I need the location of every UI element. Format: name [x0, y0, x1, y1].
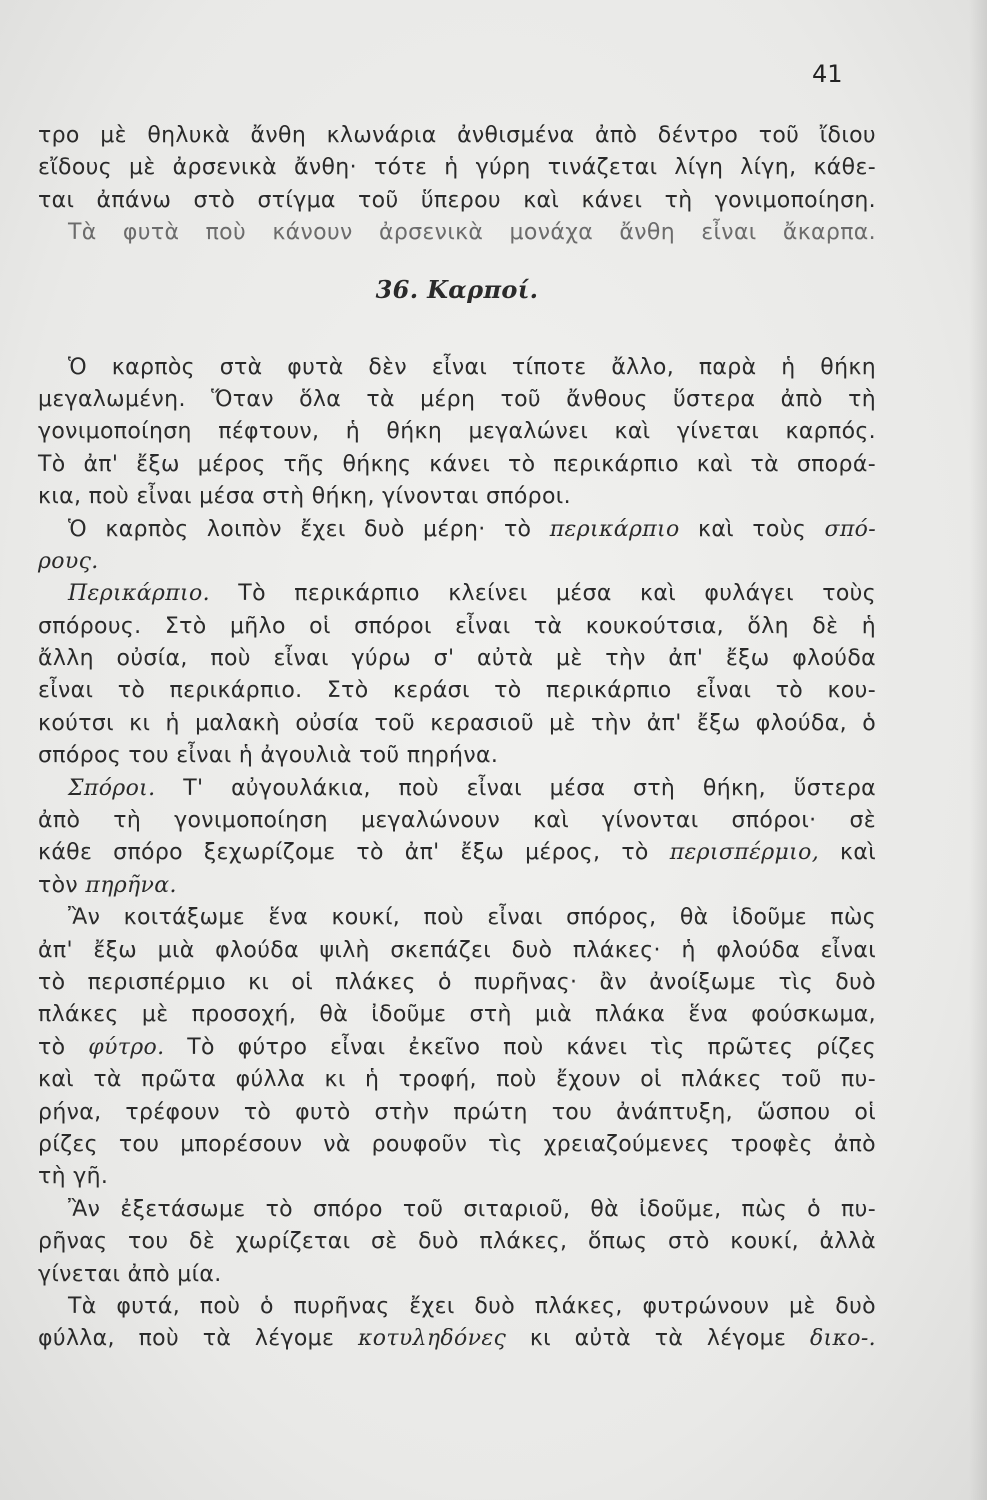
- text-span: καὶ: [840, 840, 877, 866]
- text-span: τὸ: [38, 1034, 66, 1060]
- italic-term: περικάρπιο: [549, 516, 680, 542]
- text-line: Ἂν ἐξετάσωμε τὸ σπόρο τοῦ σιταριοῦ, θὰ ἰδοῦμε, πὼς ὁ πυ-: [68, 1196, 876, 1222]
- text-line: [38, 578, 876, 610]
- italic-lead: Περικάρπιο.: [68, 581, 210, 607]
- text-span: καὶ τοὺς: [698, 516, 807, 542]
- page-edge-shadow: [969, 0, 987, 1500]
- text-line: τρο μὲ θηλυκὰ ἄνθη κλωνάρια ἀνθισμένα ἀπὸ δέντρο τοῦ ἴδιου: [38, 123, 876, 148]
- text-span: φύλλα, ποὺ τὰ λέγομε: [38, 1326, 335, 1352]
- text-line: [38, 514, 876, 546]
- italic-term: περισπέρμιο,: [669, 840, 820, 866]
- text-line: κια, ποὺ εἶναι μέσα στὴ θήκη, γίνονται σπόροι.: [38, 484, 571, 510]
- text-line: [38, 773, 876, 805]
- italic-term: δικο-.: [809, 1326, 877, 1352]
- text-line: σπόρος του εἶναι ἡ ἀγουλιὰ τοῦ πηρήνα.: [38, 743, 499, 769]
- text-line: Τὸ ἀπ' ἔξω μέρος τῆς θήκης κάνει τὸ περικάρπιο καὶ τὰ σπορά-: [38, 451, 876, 477]
- text-line: κούτσι κι ἡ μαλακὴ οὐσία τοῦ κερασιοῦ μὲ τὴν ἀπ' ἔξω φλούδα, ὁ: [38, 710, 876, 736]
- text-line: ρῆνας του δὲ χωρίζεται σὲ δυὸ πλάκες, ὅπως στὸ κουκί, ἀλλὰ: [38, 1229, 876, 1255]
- text-line: καὶ τὰ πρῶτα φύλλα κι ἡ τροφή, ποὺ ἔχουν οἱ πλάκες τοῦ πυ-: [38, 1067, 876, 1093]
- italic-term: ρους.: [38, 548, 99, 574]
- text-line: σπόρους. Στὸ μῆλο οἱ σπόροι εἶναι τὰ κουκούτσια, ὅλη δὲ ἡ: [38, 613, 876, 639]
- text-line: Ὁ καρπὸς στὰ φυτὰ δὲν εἶναι τίποτε ἄλλο, παρὰ ἡ θήκη: [68, 354, 876, 380]
- text-line: Ἂν κοιτάξωμε ἕνα κουκί, ποὺ εἶναι σπόρος, θὰ ἰδοῦμε πὼς: [68, 905, 876, 931]
- section-heading: 36. Καρποί.: [375, 274, 539, 304]
- text-line: ἄλλη οὐσία, ποὺ εἶναι γύρω σ' αὐτὰ μὲ τὴν ἀπ' ἔξω φλούδα: [38, 646, 876, 672]
- text-span: κάθε σπόρο ξεχωρίζομε τὸ ἀπ' ἔξω μέρος, τὸ: [38, 840, 649, 866]
- text-line: ται ἀπάνω στὸ στίγμα τοῦ ὕπερου καὶ κάνει τὴ γονιμοποίηση.: [38, 187, 876, 213]
- italic-lead: Σπόροι.: [68, 775, 156, 801]
- text-line: τὸ περισπέρμιο κι οἱ πλάκες ὁ πυρῆνας· ἂν ἀνοίξωμε τὶς δυὸ: [38, 969, 876, 995]
- text-span: Τὸ φύτρο εἶναι ἐκεῖνο ποὺ κάνει τὶς πρῶτες ρίζες: [187, 1034, 877, 1060]
- text-line: [38, 1032, 876, 1064]
- text-span: κι αὐτὰ τὰ λέγομε: [529, 1326, 787, 1352]
- text-span: τὸν: [38, 872, 79, 898]
- page-text: [38, 120, 876, 1356]
- text-line: Τὰ φυτά, ποὺ ὁ πυρῆνας ἔχει δυὸ πλάκες, φυτρώνουν μὲ δυὸ: [68, 1293, 876, 1319]
- text-line: ρήνα, τρέφουν τὸ φυτὸ στὴν πρώτη του ἀνάπτυξη, ὥσπου οἱ: [38, 1099, 876, 1125]
- text-line: [38, 1323, 876, 1355]
- text-line: ἀπ' ἔξω μιὰ φλούδα ψιλὴ σκεπάζει δυὸ πλάκες· ἡ φλούδα εἶναι: [38, 937, 876, 963]
- text-line: γίνεται ἀπὸ μία.: [38, 1261, 222, 1287]
- text-line: εἴδους μὲ ἀρσενικὰ ἄνθη· τότε ἡ γύρη τινάζεται λίγη λίγη, κάθε-: [38, 155, 876, 181]
- text-line: εἶναι τὸ περικάρπιο. Στὸ κεράσι τὸ περικάρπιο εἶναι τὸ κου-: [38, 678, 876, 704]
- italic-term: πηρῆνα.: [85, 872, 177, 898]
- text-line: ρίζες του μπορέσουν νὰ ρουφοῦν τὶς χρειαζούμενες τροφὲς ἀπὸ: [38, 1131, 876, 1157]
- italic-term: σπό-: [824, 516, 877, 542]
- text-line: Τὰ φυτὰ ποὺ κάνουν ἀρσενικὰ μονάχα ἄνθη εἶναι ἄκαρπα.: [68, 220, 876, 246]
- text-line: μεγαλωμένη. Ὅταν ὅλα τὰ μέρη τοῦ ἄνθους ὕστερα ἀπὸ τὴ: [38, 386, 876, 412]
- text-line: [38, 870, 876, 902]
- text-line: τὴ γῆ.: [38, 1164, 109, 1190]
- text-span: Τ' αὐγουλάκια, ποὺ εἶναι μέσα στὴ θήκη, ὕστερα: [183, 775, 876, 801]
- text-line: γονιμοποίηση πέφτουν, ἡ θήκη μεγαλώνει καὶ γίνεται καρπός.: [38, 419, 876, 445]
- text-line: [38, 837, 876, 869]
- text-line: [38, 546, 876, 578]
- italic-term: κοτυληδόνες: [357, 1326, 507, 1352]
- text-line: πλάκες μὲ προσοχή, θὰ ἰδοῦμε στὴ μιὰ πλάκα ἕνα φούσκωμα,: [38, 1002, 876, 1028]
- page-number: 41: [812, 60, 843, 88]
- text-line: ἀπὸ τὴ γονιμοποίηση μεγαλώνουν καὶ γίνονται σπόροι· σὲ: [38, 808, 876, 834]
- text-span: Τὸ περικάρπιο κλείνει μέσα καὶ φυλάγει τοὺς: [238, 581, 876, 607]
- italic-term: φύτρο.: [88, 1034, 165, 1060]
- text-span: Ὁ καρπὸς λοιπὸν ἔχει δυὸ μέρη· τὸ: [68, 516, 532, 542]
